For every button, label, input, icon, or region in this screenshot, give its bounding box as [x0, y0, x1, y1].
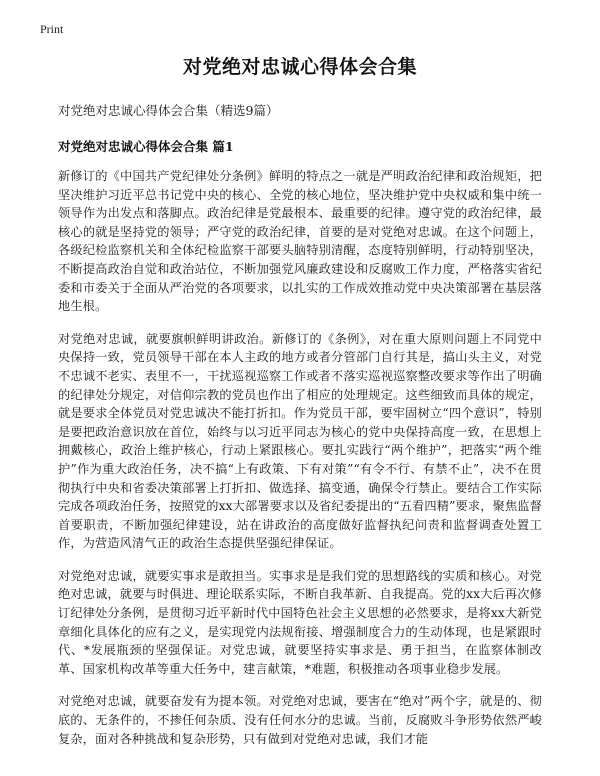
document-subtitle: 对党绝对忠诚心得体会合集（精选9篇） — [58, 103, 279, 118]
paragraph-2: 对党绝对忠诚，就要旗帜鲜明讲政治。新修订的《条例》，对在重大原则问题上不同党中央保持一致，党员领导干部在本人主政的地方或者分管部门自行其是，搞山头主义，对党不忠诚不老实、表里不一，干扰巡视巡察工作或者不落实巡视巡察整改要求等作出了明确的纪律处分规定，对信仰宗教的党员也作出了相应的处理规定。这些细致而具体的规定，就是要求全体党员对党忠诚决不能打折扣。作为党员干部，要牢固树立“四个意识”，特别是要把政治意识放在首位，始终与以习近平同志为核心的党中央保持高度一致，在思想上拥戴核心，政治上维护核心，行动上紧跟核心。要扎实践行“两个维护”，把落实“两个维护”作为重大政治任务，决不搞“上有政策、下有对策”“有令不行、有禁不止”，决不在贯彻执行中央和省委决策部署上打折扣、做选择、搞变通，确保令行禁止。要结合工作实际完成各项政治任务，按照党的xx大部署要求以及省纪委提出的“五看四精”要求，聚焦监督首要职责，不断加强纪律建设，站在讲政治的高度做好监督执纪问责和监督调查处置工作，为营造风清气正的政治生态提供坚强纪律保证。 — [58, 331, 542, 551]
paragraph-4: 对党绝对忠诚，就要奋发有为提本领。对党绝对忠诚，要害在“绝对”两个字，就是的、彻底的、无条件的，不掺任何杂质、没有任何水分的忠诚。当前，反腐败斗争形势依然严峻复杂，面对各种挑战和复杂形势，只有做到对党绝对忠诚，我们才能 — [58, 694, 542, 746]
print-link[interactable]: Print — [40, 22, 64, 36]
document-title: 对党绝对忠诚心得体会合集 — [182, 56, 417, 78]
paragraph-1: 新修订的《中国共产党纪律处分条例》鲜明的特点之一就是严明政治纪律和政治规矩，把坚决维护习近平总书记党中央的核心、全党的核心地位，坚决维护党中央权威和集中统一领导作为出发点和落脚点。政治纪律是党最根本、最重要的纪律。遵守党的政治纪律，最核心的就是坚持党的领导；严守党的政治纪律，首要的是对党绝对忠诚。在这个问题上，各级纪检监察机关和全体纪检监察干部要头脑特别清醒，态度特别鲜明，行动特别坚决，不断提高政治自觉和政治站位，不断加强党风廉政建设和反腐败工作力度，严格落实省纪委和市委关于全面从严治党的各项要求，以扎实的工作成效推动党中央决策部署在基层落地生根。 — [58, 169, 542, 314]
document-page — [58, 52, 542, 762]
paragraph-3: 对党绝对忠诚，就要实事求是敢担当。实事求是是我们党的思想路线的实质和核心。对党绝对忠诚，就要与时俱进、理论联系实际，不断自我革新、自我提高。党的xx大后再次修订纪律处分条例，是贯彻习近平新时代中国特色社会主义思想的必然要求，是将xx大新党章细化具体化的应有之义，是实现党内法规衔接、增强制度合力的生动体现，也是紧跟时代、*发展瓶颈的坚强保证。对党忠诚，就要坚持实事求是、勇于担当，在监察体制改革、国家机构改革等重大任务中，建言献策，*难题，积极推动各项事业稳步发展。 — [58, 568, 542, 676]
section-heading: 对党绝对忠诚心得体会合集 篇1 — [58, 139, 234, 154]
